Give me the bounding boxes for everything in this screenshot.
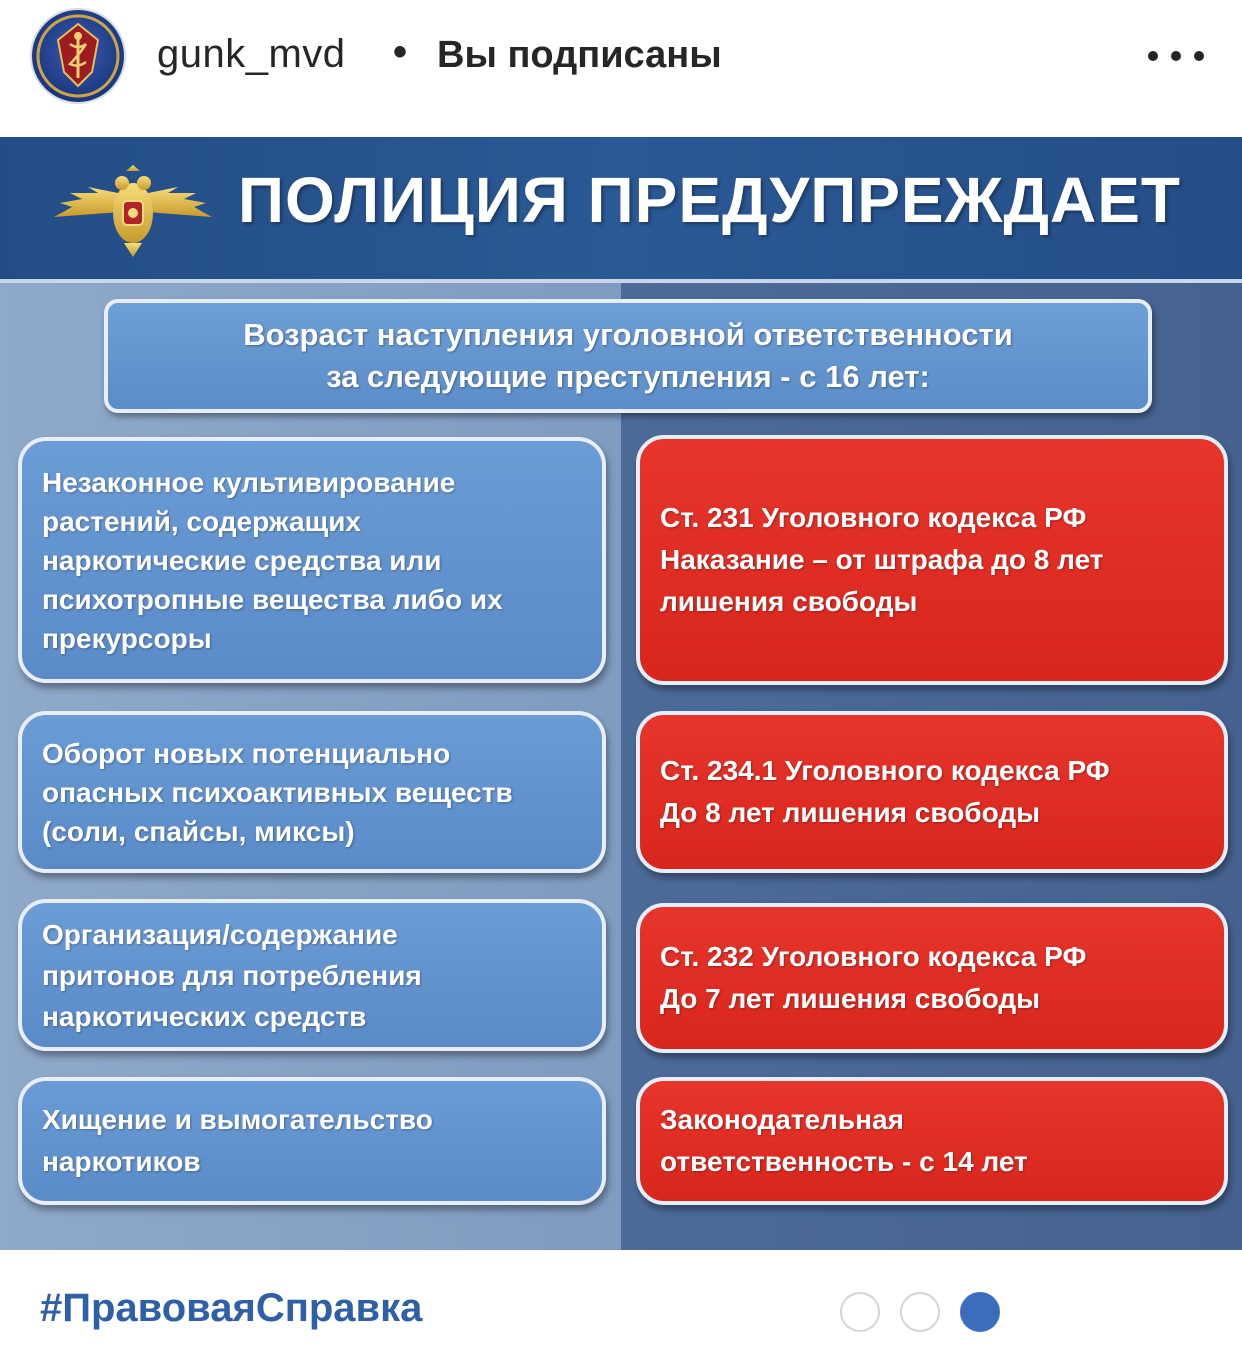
more-horizontal-icon (1148, 51, 1158, 61)
banner-title: ПОЛИЦИЯ ПРЕДУПРЕЖДАЕТ (238, 164, 1181, 236)
penalty-box-234-1 (636, 711, 1228, 873)
follow-status[interactable]: Вы подписаны (437, 34, 722, 76)
more-options-button[interactable] (1148, 36, 1204, 76)
crime-box-psychoactive (18, 711, 606, 873)
penalty-box-232 (636, 903, 1228, 1053)
double-headed-eagle-emblem (52, 163, 214, 259)
penalty-text: Наказание – от штрафа до 8 лет (660, 544, 1104, 575)
crime-box-cultivation (18, 437, 606, 683)
crime-text: Хищение и вымогательство (42, 1104, 433, 1135)
crime-text: притонов для потребления (42, 959, 422, 991)
penalty-text: Ст. 234.1 Уголовного кодекса РФ (660, 755, 1110, 786)
banner (0, 137, 1242, 283)
carousel-indicator (840, 1292, 1000, 1338)
penalty-text: До 8 лет лишения свободы (660, 797, 1041, 828)
post-image[interactable] (0, 137, 1242, 1250)
carousel-dot-3-active[interactable] (960, 1292, 1000, 1332)
penalty-box-age-14 (636, 1077, 1228, 1205)
penalty-text: лишения свободы (660, 586, 918, 617)
subtitle-line: Возраст наступления уголовной ответственности (243, 317, 1013, 352)
penalty-text: Ст. 231 Уголовного кодекса РФ (660, 502, 1087, 533)
penalty-text: Законодательная (660, 1104, 904, 1135)
mvd-badge-icon (32, 10, 124, 102)
penalty-text: ответственность - с 14 лет (660, 1146, 1028, 1177)
crime-text: наркотических средств (42, 1000, 367, 1032)
crime-text: психотропные вещества либо их (42, 583, 503, 615)
crime-text: Организация/содержание (42, 918, 398, 950)
separator-dot: • (393, 30, 408, 74)
crime-text: Оборот новых потенциально (42, 737, 451, 769)
subtitle-box (104, 299, 1152, 413)
username[interactable]: gunk_mvd (157, 32, 346, 76)
penalty-box-231 (636, 435, 1228, 685)
crime-box-dens (18, 899, 606, 1051)
crime-text: наркотиков (42, 1146, 201, 1177)
crime-text: наркотические средства или (42, 544, 442, 576)
avatar[interactable] (32, 10, 124, 102)
carousel-dot-1[interactable] (840, 1292, 880, 1332)
crime-text: Незаконное культивирование (42, 466, 456, 498)
more-horizontal-icon (1194, 51, 1204, 61)
crime-text: опасных психоактивных веществ (42, 776, 513, 808)
post-header (0, 0, 1242, 120)
crime-box-theft (18, 1077, 606, 1205)
more-horizontal-icon (1171, 51, 1181, 61)
crime-text: растений, содержащих (42, 505, 361, 537)
hashtag-link[interactable]: #ПравоваяСправка (40, 1286, 423, 1330)
carousel-dot-2[interactable] (900, 1292, 940, 1332)
penalty-text: Ст. 232 Уголовного кодекса РФ (660, 941, 1087, 972)
crime-text: прекурсоры (42, 622, 212, 654)
penalty-text: До 7 лет лишения свободы (660, 983, 1041, 1014)
crime-text: (соли, спайсы, миксы) (42, 815, 355, 847)
subtitle-line: за следующие преступления - с 16 лет: (326, 359, 930, 394)
